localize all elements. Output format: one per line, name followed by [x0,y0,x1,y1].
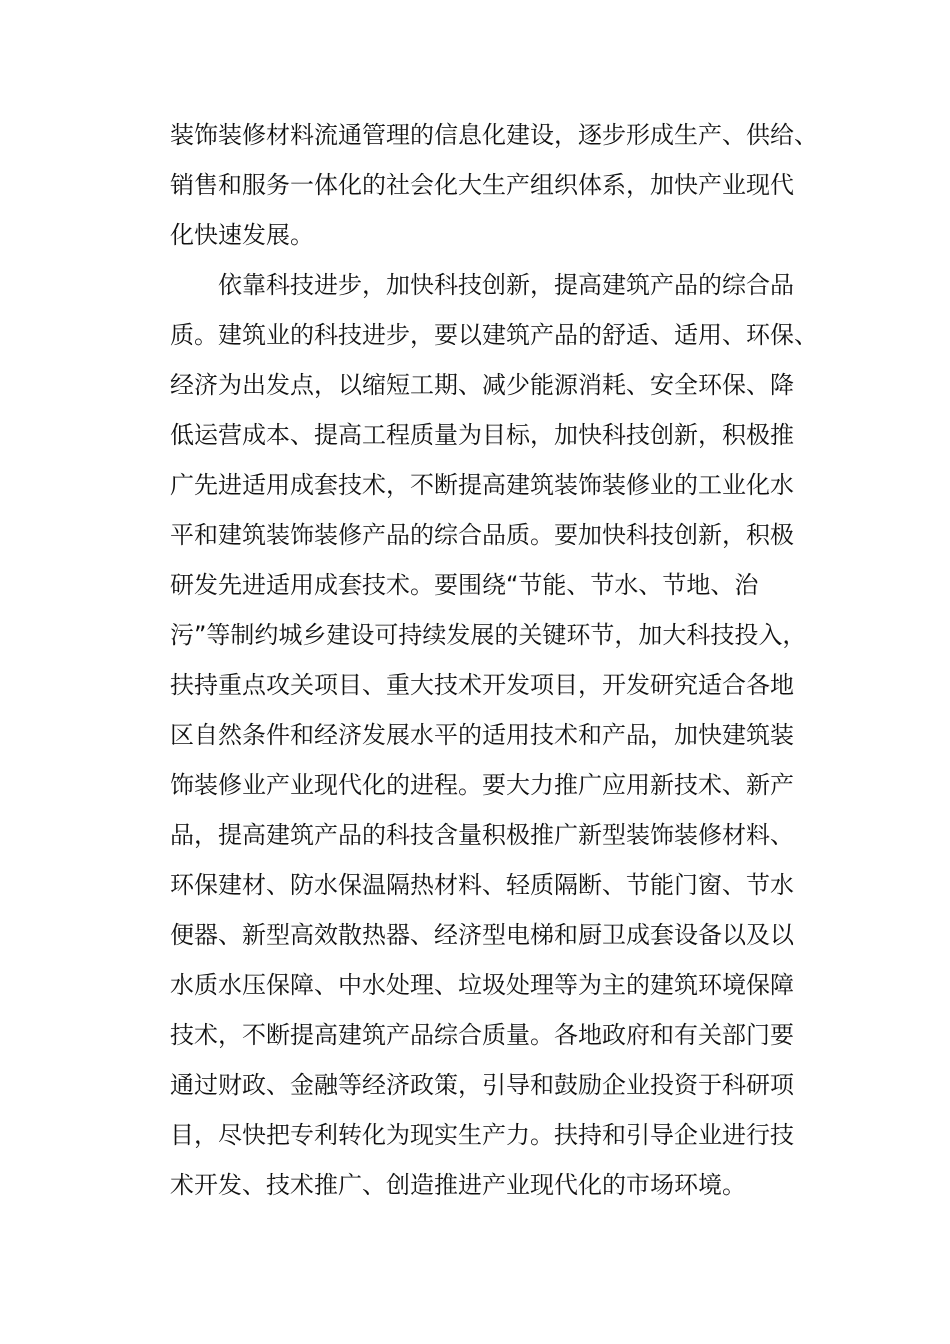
text-line: 术开发、技术推广、创造推进产业现代化的市场环境。 [170,1171,746,1199]
text-line: 化快速发展。 [170,221,314,249]
text-line: 平和建筑装饰装修产品的综合品质。要加快科技创新，积极 [170,521,794,549]
text-line: 区自然条件和经济发展水平的适用技术和产品，加快建筑装 [170,721,794,749]
text-line: 目，尽快把专利转化为现实生产力。扶持和引导企业进行技 [170,1121,794,1149]
text-line: 依靠科技进步，加快科技创新，提高建筑产品的综合品 [170,271,794,299]
text-line: 通过财政、金融等经济政策，引导和鼓励企业投资于科研项 [170,1071,794,1099]
text-line: 饰装修业产业现代化的进程。要大力推广应用新技术、新产 [170,771,794,799]
text-line: 环保建材、防水保温隔热材料、轻质隔断、节能门窗、节水 [170,871,794,899]
text-line: 水质水压保障、中水处理、垃圾处理等为主的建筑环境保障 [170,971,794,999]
text-line: 广先进适用成套技术，不断提高建筑装饰装修业的工业化水 [170,471,794,499]
text-line: 品，提高建筑产品的科技含量积极推广新型装饰装修材料、 [170,821,794,849]
text-line: 扶持重点攻关项目、重大技术开发项目，开发研究适合各地 [170,671,794,699]
text-line: 质。建筑业的科技进步，要以建筑产品的舒适、适用、环保、 [170,321,818,349]
text-line: 研发先进适用成套技术。要围绕“节能、节水、节地、治 [170,571,759,599]
body-text [170,110,830,1210]
text-line: 经济为出发点，以缩短工期、减少能源消耗、安全环保、降 [170,371,794,399]
text-line: 污”等制约城乡建设可持续发展的关键环节，加大科技投入， [170,621,807,649]
text-line: 低运营成本、提高工程质量为目标，加快科技创新，积极推 [170,421,794,449]
text-line: 便器、新型高效散热器、经济型电梯和厨卫成套设备以及以 [170,921,794,949]
text-line: 销售和服务一体化的社会化大生产组织体系，加快产业现代 [170,171,794,199]
text-line: 技术，不断提高建筑产品综合质量。各地政府和有关部门要 [170,1021,794,1049]
text-line: 装饰装修材料流通管理的信息化建设，逐步形成生产、供给、 [170,121,818,149]
